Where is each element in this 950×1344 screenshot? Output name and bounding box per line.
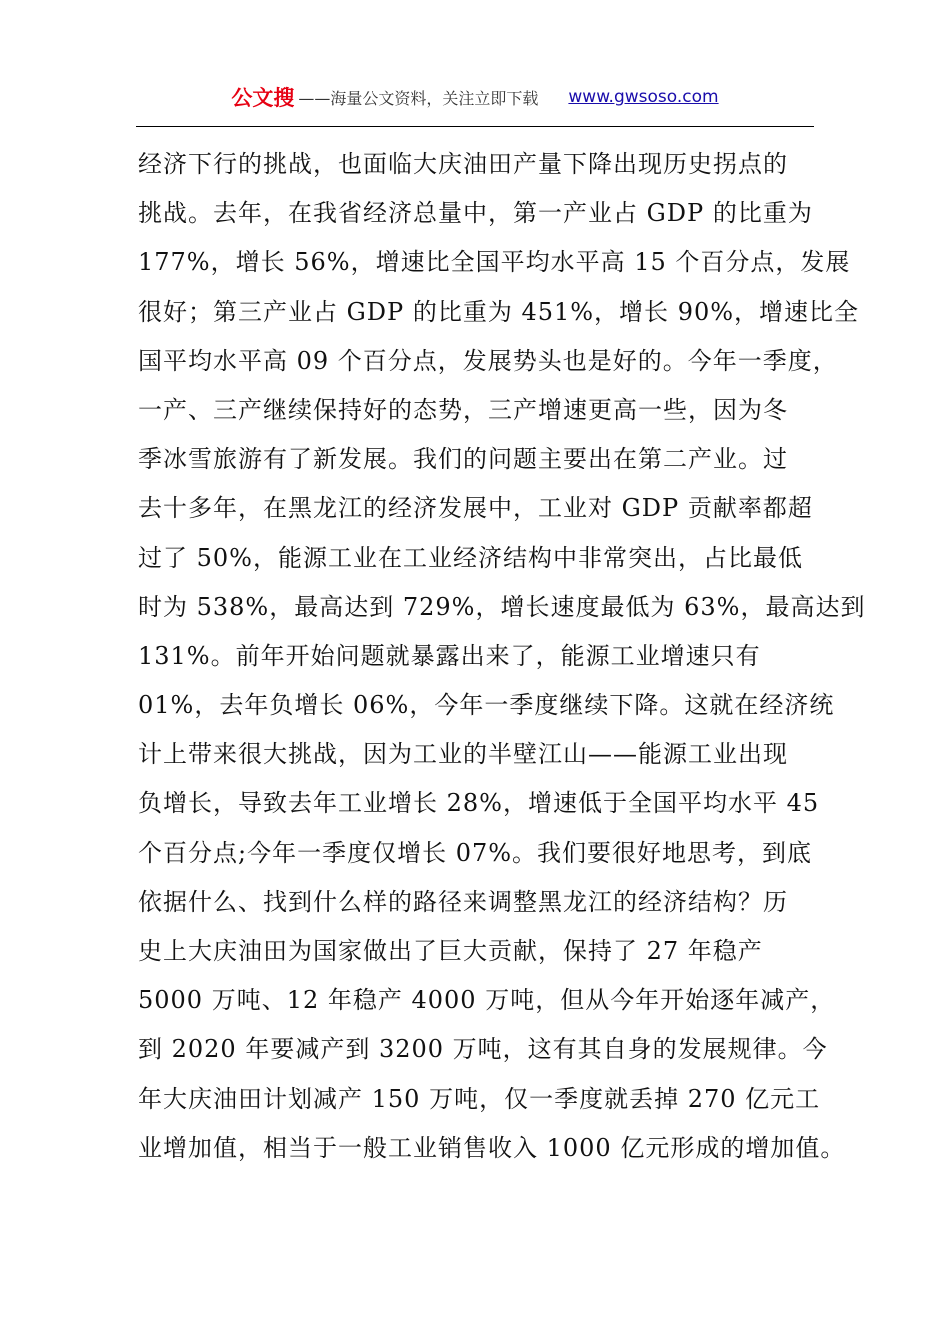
site-link[interactable]: www.gwsoso.com [568,87,719,107]
body-line: 131%。前年开始问题就暴露出来了，能源工业增速只有 [138,641,761,670]
body-line: 到 2020 年要减产到 3200 万吨，这有其自身的发展规律。今 [138,1035,828,1064]
body-line: 177%，增长 56%，增速比全国平均水平高 15 个百分点，发展 [138,248,851,277]
body-line: 史上大庆油田为国家做出了巨大贡献，保持了 27 年稳产 [138,937,763,965]
body-line: 依据什么、找到什么样的路径来调整黑龙江的经济结构？历 [138,887,788,916]
body-line: 负增长，导致去年工业增长 28%，增速低于全国平均水平 45 [138,789,820,818]
body-line: 去十多年，在黑龙江的经济发展中，工业对 GDP 贡献率都超 [138,494,813,523]
brand-logo-text: 公文搜 [231,86,295,110]
body-line: 年大庆油田计划减产 150 万吨，仅一季度就丢掉 270 亿元工 [138,1084,821,1113]
document-body [138,140,866,1173]
body-line: 过了 50%，能源工业在工业经济结构中非常突出，占比最低 [138,543,803,572]
body-line: 经济下行的挑战，也面临大庆油田产量下降出现历史拐点的 [138,150,788,178]
body-line: 国平均水平高 09 个百分点，发展势头也是好的。今年一季度， [138,346,838,375]
body-line: 计上带来很大挑战，因为工业的半壁江山——能源工业出现 [138,740,788,769]
header-tagline: ——海量公文资料，关注立即下载 [298,88,539,108]
body-line: 季冰雪旅游有了新发展。我们的问题主要出在第二产业。过 [138,445,788,474]
header-divider [136,126,814,127]
body-line: 很好；第三产业占 GDP 的比重为 451%，增长 90%，增速比全 [138,297,860,326]
body-line: 5000 万吨、12 年稳产 4000 万吨，但从今年开始逐年减产， [138,986,836,1015]
body-line: 挑战。去年，在我省经济总量中，第一产业占 GDP 的比重为 [138,199,813,228]
page-header [136,82,814,112]
body-line: 01%，去年负增长 06%，今年一季度继续下降。这就在经济统 [138,691,835,720]
body-line: 一产、三产继续保持好的态势，三产增速更高一些，因为冬 [138,395,788,424]
body-line: 业增加值，相当于一般工业销售收入 1000 亿元形成的增加值。 [138,1133,846,1162]
body-line: 时为 538%，最高达到 729%，增长速度最低为 63%，最高达到 [138,592,866,621]
body-line: 个百分点;今年一季度仅增长 07%。我们要很好地思考，到底 [138,838,813,867]
